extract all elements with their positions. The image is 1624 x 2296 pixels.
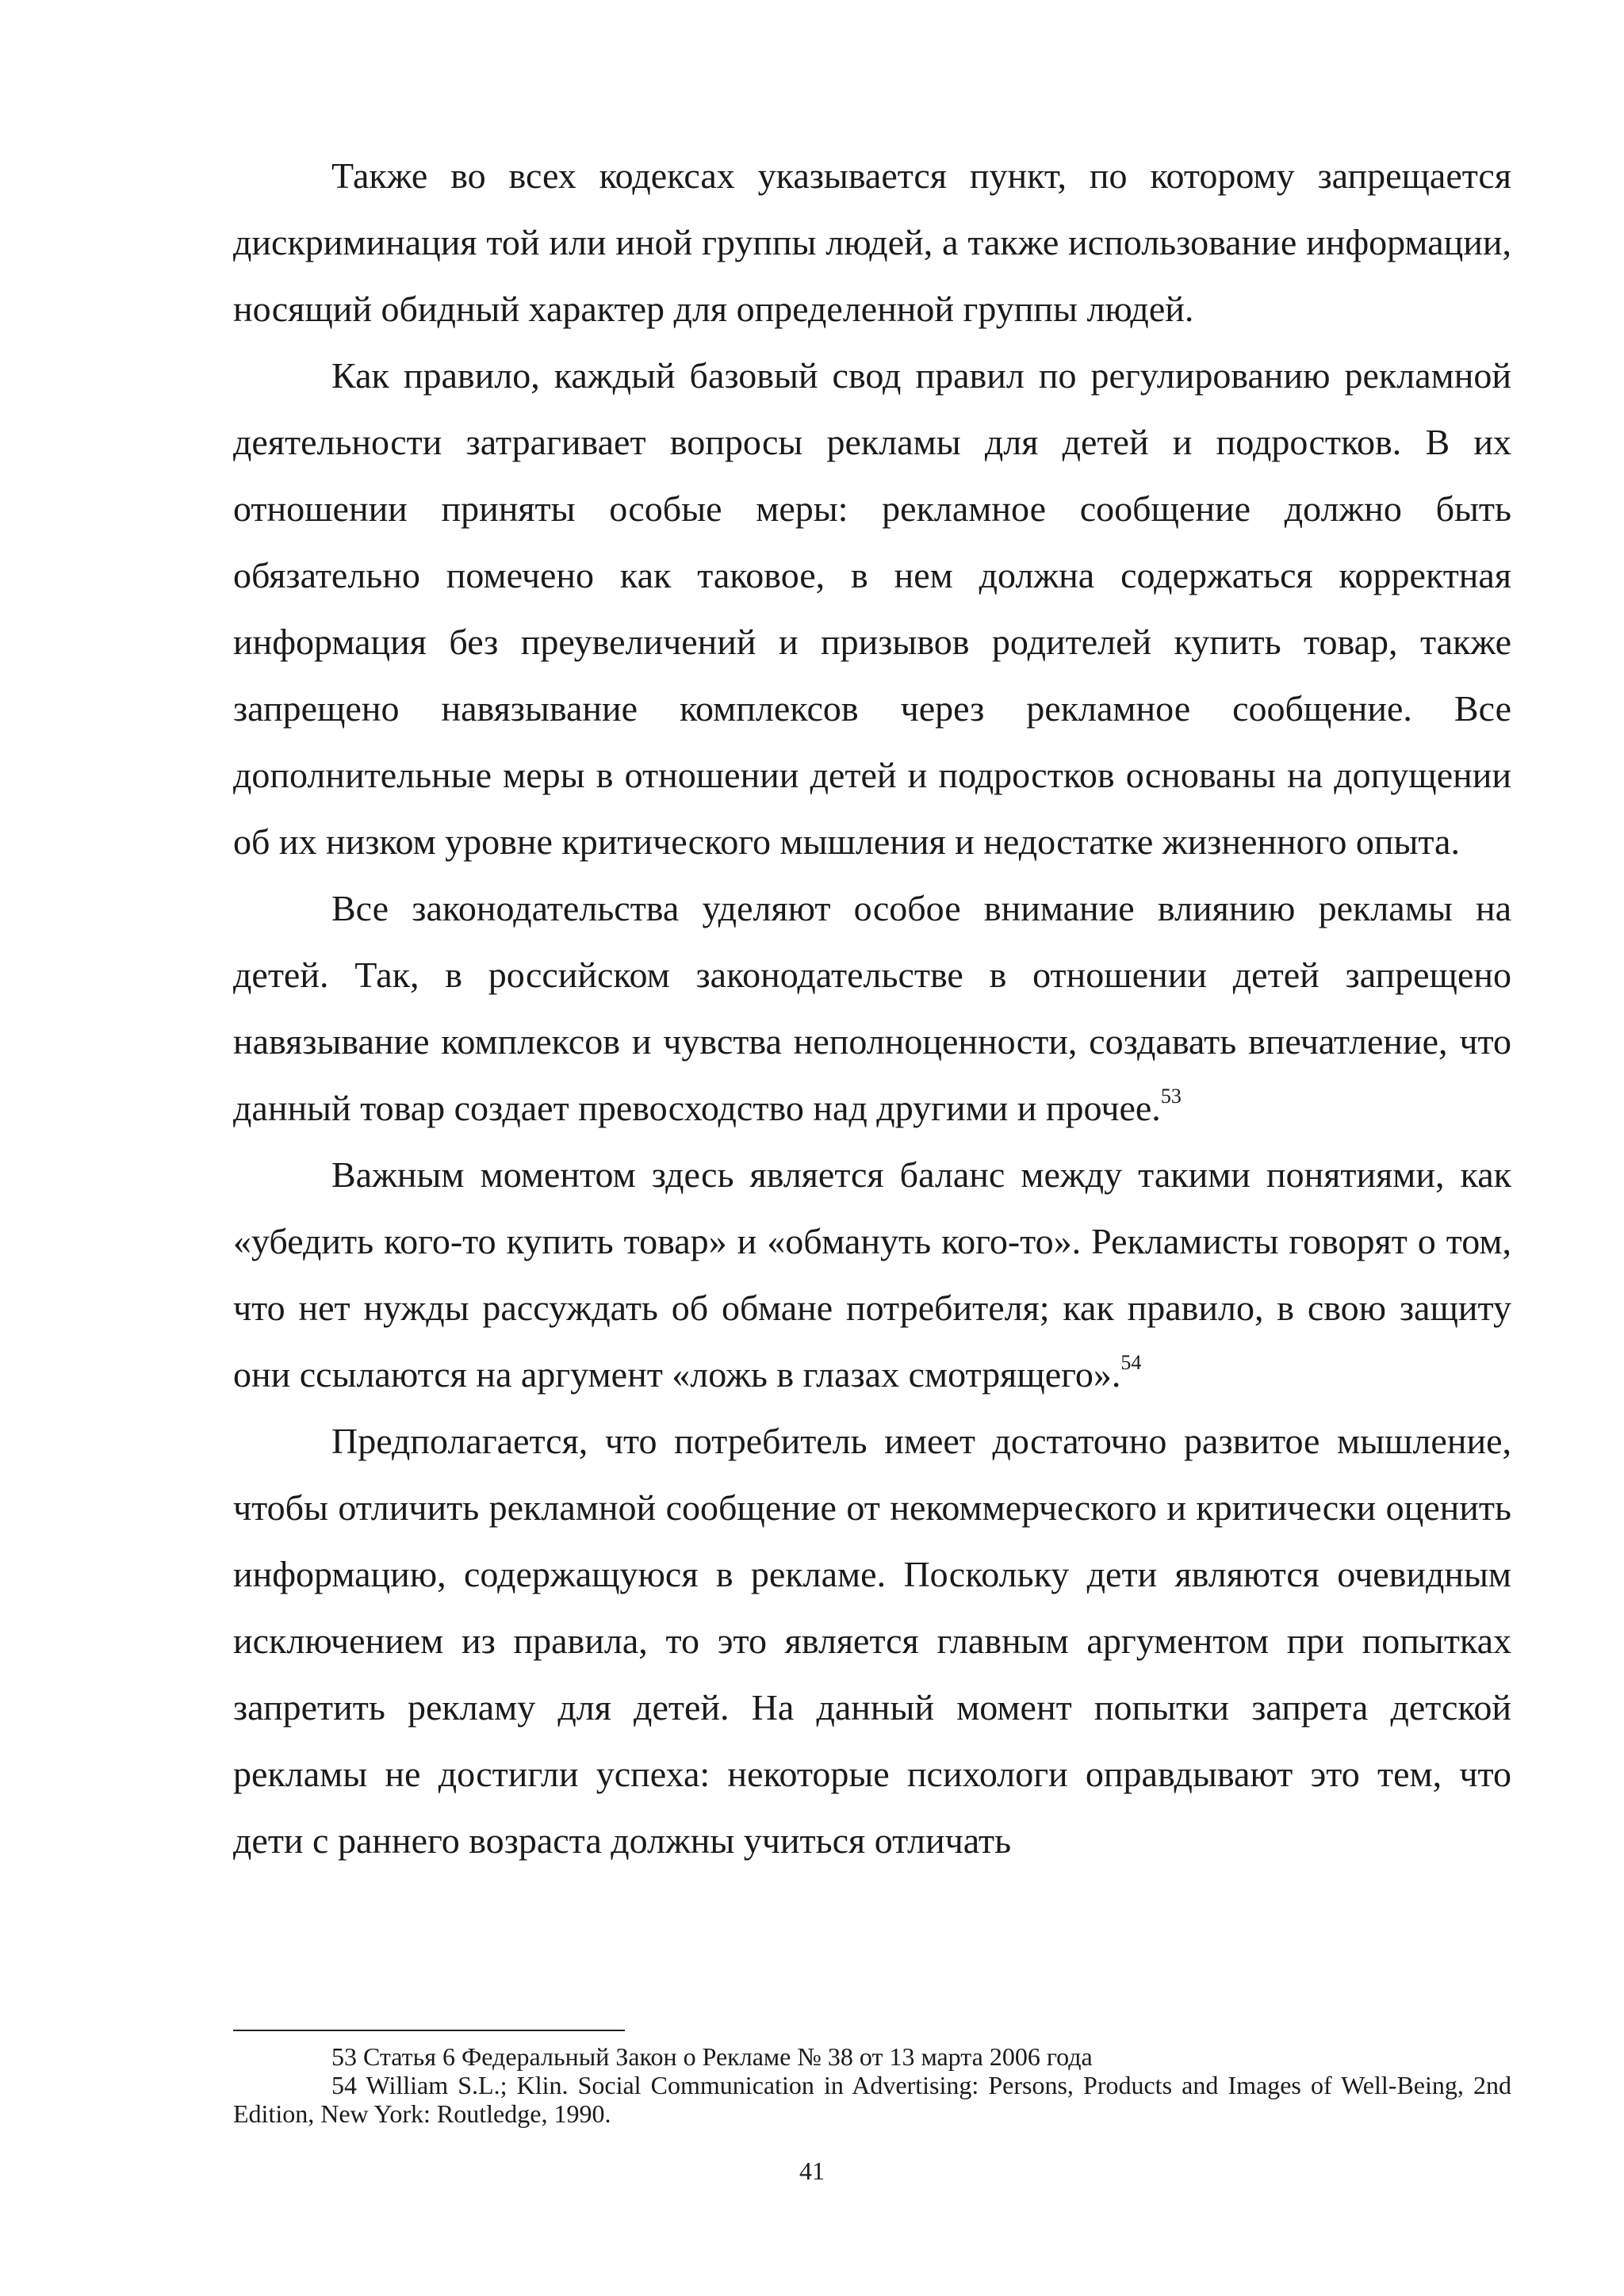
- paragraph-text: Также во всех кодексах указывается пункт, по которому запрещается дискриминация той или иной группы людей, а также использование информации, носящий обидный характер для определенной группы людей.: [233, 155, 1511, 329]
- paragraph-consumer-thinking: [233, 1408, 1511, 1874]
- footnote-ref-53[interactable]: 53: [1160, 1084, 1182, 1108]
- page-number: 41: [799, 2156, 825, 2185]
- paragraph-codes-discrimination: [233, 143, 1511, 342]
- paragraph-children-rules: [233, 342, 1511, 875]
- paragraph-text: Важным моментом здесь является баланс между такими понятиями, как «убедить кого-то купить товар» и «обмануть кого-то». Рекламисты говорят о том, что нет нужды рассуждать об обмане потребителя; как правило, в свою защиту они ссылаются на аргумент «ложь в глазах смотрящего».: [233, 1154, 1511, 1395]
- paragraph-text: Все законодательства уделяют особое внимание влиянию рекламы на детей. Так, в российском законодательстве в отношении детей запрещено навязывание комплексов и чувства неполноценности, создавать впечатление, что данный товар создает превосходство над другими и прочее.: [233, 888, 1511, 1128]
- footnote-54: 54 William S.L.; Klin. Social Communication in Advertising: Persons, Products and Images of Well-Being, 2nd Edition, New York: Routledge, 1990.: [233, 2071, 1511, 2128]
- document-body: [233, 143, 1511, 1874]
- footnotes-section: [233, 2030, 1511, 2128]
- footnote-separator: [233, 2030, 625, 2031]
- paragraph-text: Предполагается, что потребитель имеет достаточно развитое мышление, чтобы отличить рекламной сообщение от некоммерческого и критически оценить информацию, содержащуюся в рекламе. Поскольку дети являются очевидным исключением из правила, то это является главным аргументом при попытках запретить рекламу для детей. На данный момент попытки запрета детской рекламы не достигли успеха: некоторые психологи оправдывают это тем, что дети с раннего возраста должны учиться отличать: [233, 1421, 1511, 1861]
- footnote-ref-54[interactable]: 54: [1120, 1350, 1142, 1374]
- paragraph-text: Как правило, каждый базовый свод правил по регулированию рекламной деятельности затрагивает вопросы рекламы для детей и подростков. В их отношении приняты особые меры: рекламное сообщение должно быть обязательно помечено как таковое, в нем должна содержаться корректная информация без преувеличений и призывов родителей купить товар, также запрещено навязывание комплексов через рекламное сообщение. Все дополнительные меры в отношении детей и подростков основаны на допущении об их низком уровне критического мышления и недостатке жизненного опыта.: [233, 355, 1511, 862]
- footnote-53: 53 Статья 6 Федеральный Закон о Рекламе № 38 от 13 марта 2006 года: [331, 2042, 1093, 2071]
- paragraph-persuade-vs-deceive: [233, 1142, 1511, 1408]
- paragraph-legislation-children: [233, 875, 1511, 1142]
